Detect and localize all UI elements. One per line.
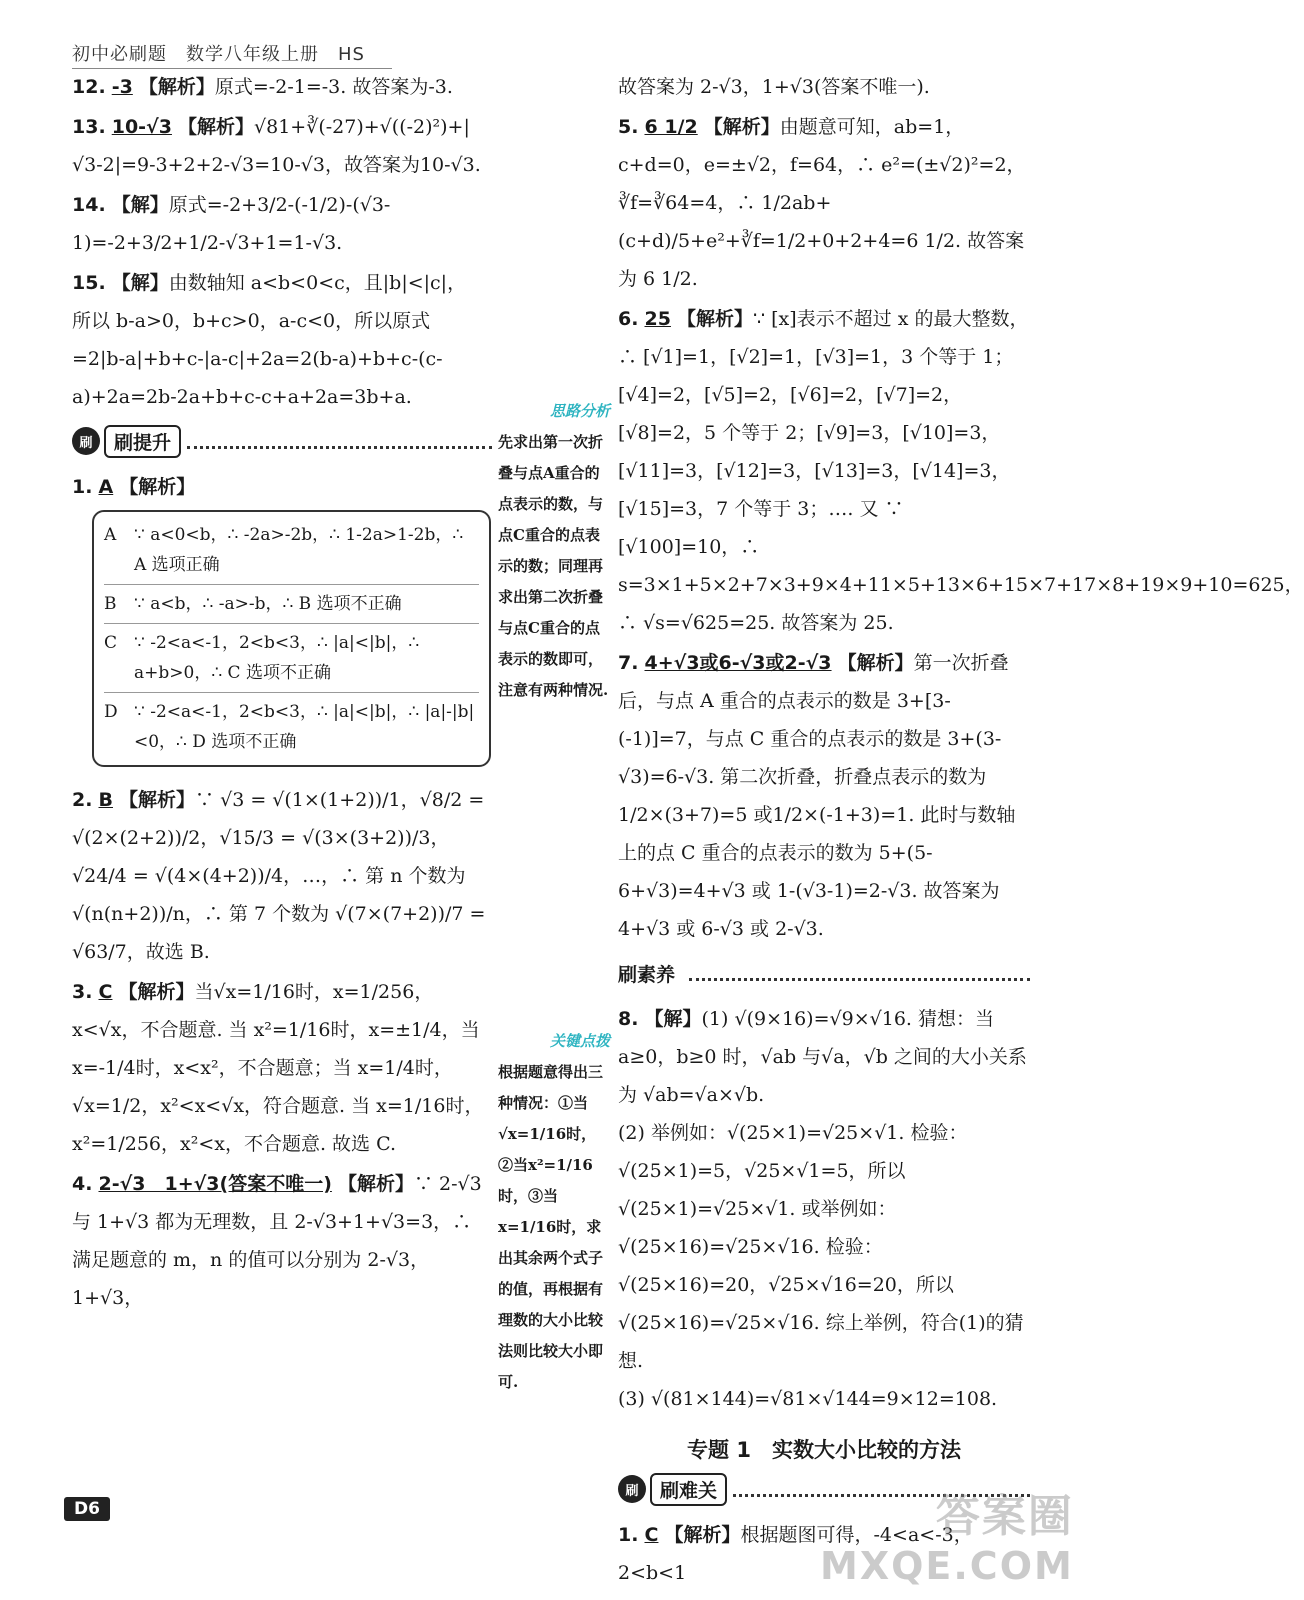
part-3: (3) √(81×144)=√81×√144=9×12=108. <box>618 1388 998 1410</box>
question-7: 7. 4+√3或6-√3或2-√3 【解析】第一次折叠后，与点 A 重合的点表示的数是 3+[3-(-1)]=7，与点 C 重合的点表示的数是 3+(3-√3)=6-√3. 第二次折叠，折叠点表示的数为1/2×(3+7)=5 或1/2×(-1+3)=1. 此时与数轴上的点 C 重合的点表示的数为 5+(5-6+√3)=4+√3 或 1-(√3-1)=2-√3. 故答案为 4+√3 或 6-√3 或 2-√3. <box>618 652 1016 940</box>
tag: 【解析】 <box>703 116 780 138</box>
answer: 4+√3或6-√3或2-√3 <box>644 652 832 674</box>
tag: 【解析】 <box>677 308 754 330</box>
tag: 【解析】 <box>119 789 196 811</box>
section-shua-tisheng: 刷 刷提升 <box>72 424 492 458</box>
tag: 【解析】 <box>337 1173 414 1195</box>
answer: 25 <box>644 308 671 330</box>
answer: C <box>644 1524 659 1546</box>
answer: C <box>98 981 113 1003</box>
solution-text: 由题意可知，ab=1，c+d=0，e=±√2，f=64，∴ e²=(±√2)²=2，∛f=∛64=4，∴ 1/2ab+(c+d)/5+e²+∛f=1/2+0+2+4=6 1/2. 故答案为 6 1/2. <box>618 116 1026 290</box>
side-note-key-point: 关键点拨 根据题意得出三种情况：①当√x=1/16时，②当x²=1/16时，③当x=1/16时，求出其余两个式子的值，再根据有理数的大小比较法则比较大小即可. <box>498 1032 610 1391</box>
question-3: 3. C 【解析】当√x=1/16时，x=1/256，x<√x，不合题意. 当 x²=1/16时，x=±1/4，当 x=-1/4时，x<x²，不合题意；当 x=1/4时，√x=1/2，x²<x<√x，符合题意. 当 x=1/16时，x²=1/256，x²<x，不合题意. 故选 C. <box>72 981 484 1155</box>
question-5: 5. 6 1/2 【解析】由题意可知，ab=1，c+d=0，e=±√2，f=64，∴ e²=(±√2)²=2，∛f=∛64=4，∴ 1/2ab+(c+d)/5+e²+∛f=1/2+0+2+4=6 1/2. 故答案为 6 1/2. <box>618 116 1026 290</box>
page-header: 初中必刷题 数学八年级上册 HS <box>72 40 392 69</box>
option-row-b: B ∵ a<b，∴ -a>-b，∴ B 选项不正确 <box>104 585 479 624</box>
topic-title: 专题 1 实数大小比较的方法 <box>687 1438 961 1462</box>
solution-text: ∵ 2-√3 与 1+√3 都为无理数，且 2-√3+1+√3=3，∴ 满足题意的 m，n 的值可以分别为 2-√3，1+√3， <box>72 1173 482 1309</box>
question-4-continued: 故答案为 2-√3，1+√3(答案不唯一). <box>618 76 930 98</box>
part-2: (2) 举例如：√(25×1)=√25×√1. 检验：√(25×1)=5，√25×√1=5，所以√(25×1)=√25×√1. 或举例如：√(25×16)=√25×√16. 检验：√(25×16)=20，√25×√16=20，所以√(25×16)=√25×√16. 综上举例，符合(1)的猜想. <box>618 1122 1024 1372</box>
left-column <box>72 68 492 1319</box>
answer: B <box>98 789 113 811</box>
section-shua-nanguan: 刷 刷难关 <box>618 1472 1030 1506</box>
brush-icon: 刷 <box>72 427 100 455</box>
tag: 【解析】 <box>837 652 914 674</box>
watermark-logo: 答案圈 MXQE.COM <box>820 1491 1074 1588</box>
question-4: 4. 2-√3 1+√3(答案不唯一) 【解析】∵ 2-√3 与 1+√3 都为无理数，且 2-√3+1+√3=3，∴ 满足题意的 m，n 的值可以分别为 2-√3，1+√3， <box>72 1173 482 1309</box>
answer: 6 1/2 <box>644 116 698 138</box>
tag: 【解】 <box>111 194 169 216</box>
tag: 【解析】 <box>119 476 196 498</box>
question-14: 14. 【解】原式=-2+3/2-(-1/2)-(√3-1)=-2+3/2+1/2-√3+1=1-√3. <box>72 194 391 254</box>
solution-text: ∵ [x]表示不超过 x 的最大整数，∴ [√1]=1，[√2]=1，[√3]=1，3 个等于 1；[√4]=2，[√5]=2，[√6]=2，[√7]=2，[√8]=2，5 个等于 2；[√9]=3，[√10]=3，[√11]=3，[√12]=3，[√13]=3，[√14]=3，[√15]=3，7 个等于 3；…. 又 ∵ [√100]=10，∴ s=3×1+5×2+7×3+9×4+11×5+13×6+15×7+17×8+19×9+10=625，∴ √s=√625=25. 故答案为 25. <box>618 308 1304 634</box>
right-column <box>618 68 1304 1594</box>
section-shua-suyang: 刷素养 <box>618 956 1030 990</box>
solution-text: ∵ √3 = √(1×(1+2))/1，√8/2 = √(2×(2+2))/2，√15/3 = √(3×(3+2))/3，√24/4 = √(4×(4+2))/4，…，∴ 第 n 个数为 √(n(n+2))/n，∴ 第 7 个数为 √(7×(7+2))/7 = √63/7，故选 B. <box>72 789 486 963</box>
brush-icon: 刷 <box>618 1475 646 1503</box>
tag: 【解】 <box>111 272 169 294</box>
question-13: 13. 10-√3 【解析】√81+∛(-27)+√((-2)²)+|√3-2|=9-3+2+2-√3=10-√3，故答案为10-√3. <box>72 116 481 176</box>
answer: 2-√3 1+√3(答案不唯一) <box>98 1173 332 1195</box>
option-analysis-box <box>92 510 491 767</box>
solution-text: 第一次折叠后，与点 A 重合的点表示的数是 3+[3-(-1)]=7，与点 C 重合的点表示的数是 3+(3-√3)=6-√3. 第二次折叠，折叠点表示的数为1/2×(3+7)=5 或1/2×(-1+3)=1. 此时与数轴上的点 C 重合的点表示的数为 5+(5-6+√3)=4+√3 或 1-(√3-1)=2-√3. 故答案为 4+√3 或 6-√3 或 2-√3. <box>618 652 1016 940</box>
question-1b: 1. C 【解析】根据题图可得，-4<a<-3，2<b<1 <box>618 1524 973 1584</box>
side-note-thinking: 思路分析 先求出第一次折叠与点A重合的点表示的数，与点C重合的点表示的数；同理再求出第二次折叠与点C重合的点表示的数即可，注意有两种情况. <box>498 402 610 699</box>
solution-text: 原式=-2+3/2-(-1/2)-(√3-1)=-2+3/2+1/2-√3+1=1-√3. <box>72 194 391 254</box>
tag: 【解】 <box>644 1008 702 1030</box>
question-1: 1. A 【解析】 <box>72 476 196 498</box>
tag: 【解析】 <box>178 116 255 138</box>
solution-text: 当√x=1/16时，x=1/256，x<√x，不合题意. 当 x²=1/16时，x=±1/4，当 x=-1/4时，x<x²，不合题意；当 x=1/4时，√x=1/2，x²<x<√x，符合题意. 当 x=1/16时，x²=1/256，x²<x，不合题意. 故选 C. <box>72 981 484 1155</box>
answer: -3 <box>111 76 133 98</box>
tag: 【解析】 <box>118 981 195 1003</box>
option-row-d: D ∵ -2<a<-1，2<b<3，∴ |a|<|b|，∴ |a|-|b|<0，∴ D 选项不正确 <box>104 702 475 752</box>
dotted-divider <box>689 966 1030 981</box>
answer: A <box>98 476 114 498</box>
part-1: (1) √(9×16)=√9×√16. 猜想：当 a≥0，b≥0 时，√ab 与√a，√b 之间的大小关系为 √ab=√a×√b. <box>618 1008 1027 1106</box>
option-row-c: C ∵ -2<a<-1，2<b<3，∴ |a|<|b|，∴ a+b>0，∴ C 选项不正确 <box>104 624 479 693</box>
solution-text: 由数轴知 a<b<0<c，且|b|<|c|，所以 b-a>0，b+c>0，a-c<0，所以原式=2|b-a|+b+c-|a-c|+2a=2(b-a)+b+c-(c-a)+2a=2b-2a+b+c-c+a+2a=3b+a. <box>72 272 467 408</box>
question-15: 15. 【解】由数轴知 a<b<0<c，且|b|<|c|，所以 b-a>0，b+c>0，a-c<0，所以原式=2|b-a|+b+c-|a-c|+2a=2(b-a)+b+c-(c-a)+2a=2b-2a+b+c-c+a+2a=3b+a. <box>72 272 467 408</box>
solution-text: 原式=-2-1=-3. 故答案为-3. <box>214 76 453 98</box>
dotted-divider <box>187 434 492 449</box>
question-12: 12. -3 【解析】原式=-2-1=-3. 故答案为-3. <box>72 76 453 98</box>
page-number: D6 <box>64 1497 110 1521</box>
solution-text: √81+∛(-27)+√((-2)²)+|√3-2|=9-3+2+2-√3=10-√3，故答案为10-√3. <box>72 116 481 176</box>
question-2: 2. B 【解析】∵ √3 = √(1×(1+2))/1，√8/2 = √(2×(2+2))/2，√15/3 = √(3×(3+2))/3，√24/4 = √(4×(4+2))/4，…，∴ 第 n 个数为 √(n(n+2))/n，∴ 第 7 个数为 √(7×(7+2))/7 = √63/7，故选 B. <box>72 789 486 963</box>
tag: 【解析】 <box>664 1524 741 1546</box>
answer: 10-√3 <box>111 116 172 138</box>
option-row-a: A ∵ a<0<b，∴ -2a>-2b，∴ 1-2a>1-2b，∴ A 选项正确 <box>104 516 479 585</box>
tag: 【解析】 <box>138 76 215 98</box>
question-8: 8. 【解】(1) √(9×16)=√9×√16. 猜想：当 a≥0，b≥0 时，√ab 与√a，√b 之间的大小关系为 √ab=√a×√b. (2) 举例如：√(25×1)=√25×√1. 检验：√(25×1)=5，√25×√1=5，所以√(25×1)=√25×√1. 或举例如：√(25×16)=√25×√16. 检验：√(25×16)=20，√25×√16=20，所以√(25×16)=√25×√16. 综上举例，符合(1)的猜想. (3) √(81×144)=√81×√144=9×12=108. <box>618 1000 1030 1418</box>
question-6: 6. 25 【解析】∵ [x]表示不超过 x 的最大整数，∴ [√1]=1，[√2]=1，[√3]=1，3 个等于 1；[√4]=2，[√5]=2，[√6]=2，[√7]=2，[√8]=2，5 个等于 2；[√9]=3，[√10]=3，[√11]=3，[√12]=3，[√13]=3，[√14]=3，[√15]=3，7 个等于 3；…. 又 ∵ [√100]=10，∴ s=3×1+5×2+7×3+9×4+11×5+13×6+15×7+17×8+19×9+10=625，∴ √s=√625=25. 故答案为 25. <box>618 308 1304 634</box>
solution-text: 根据题图可得，-4<a<-3，2<b<1 <box>618 1524 973 1584</box>
